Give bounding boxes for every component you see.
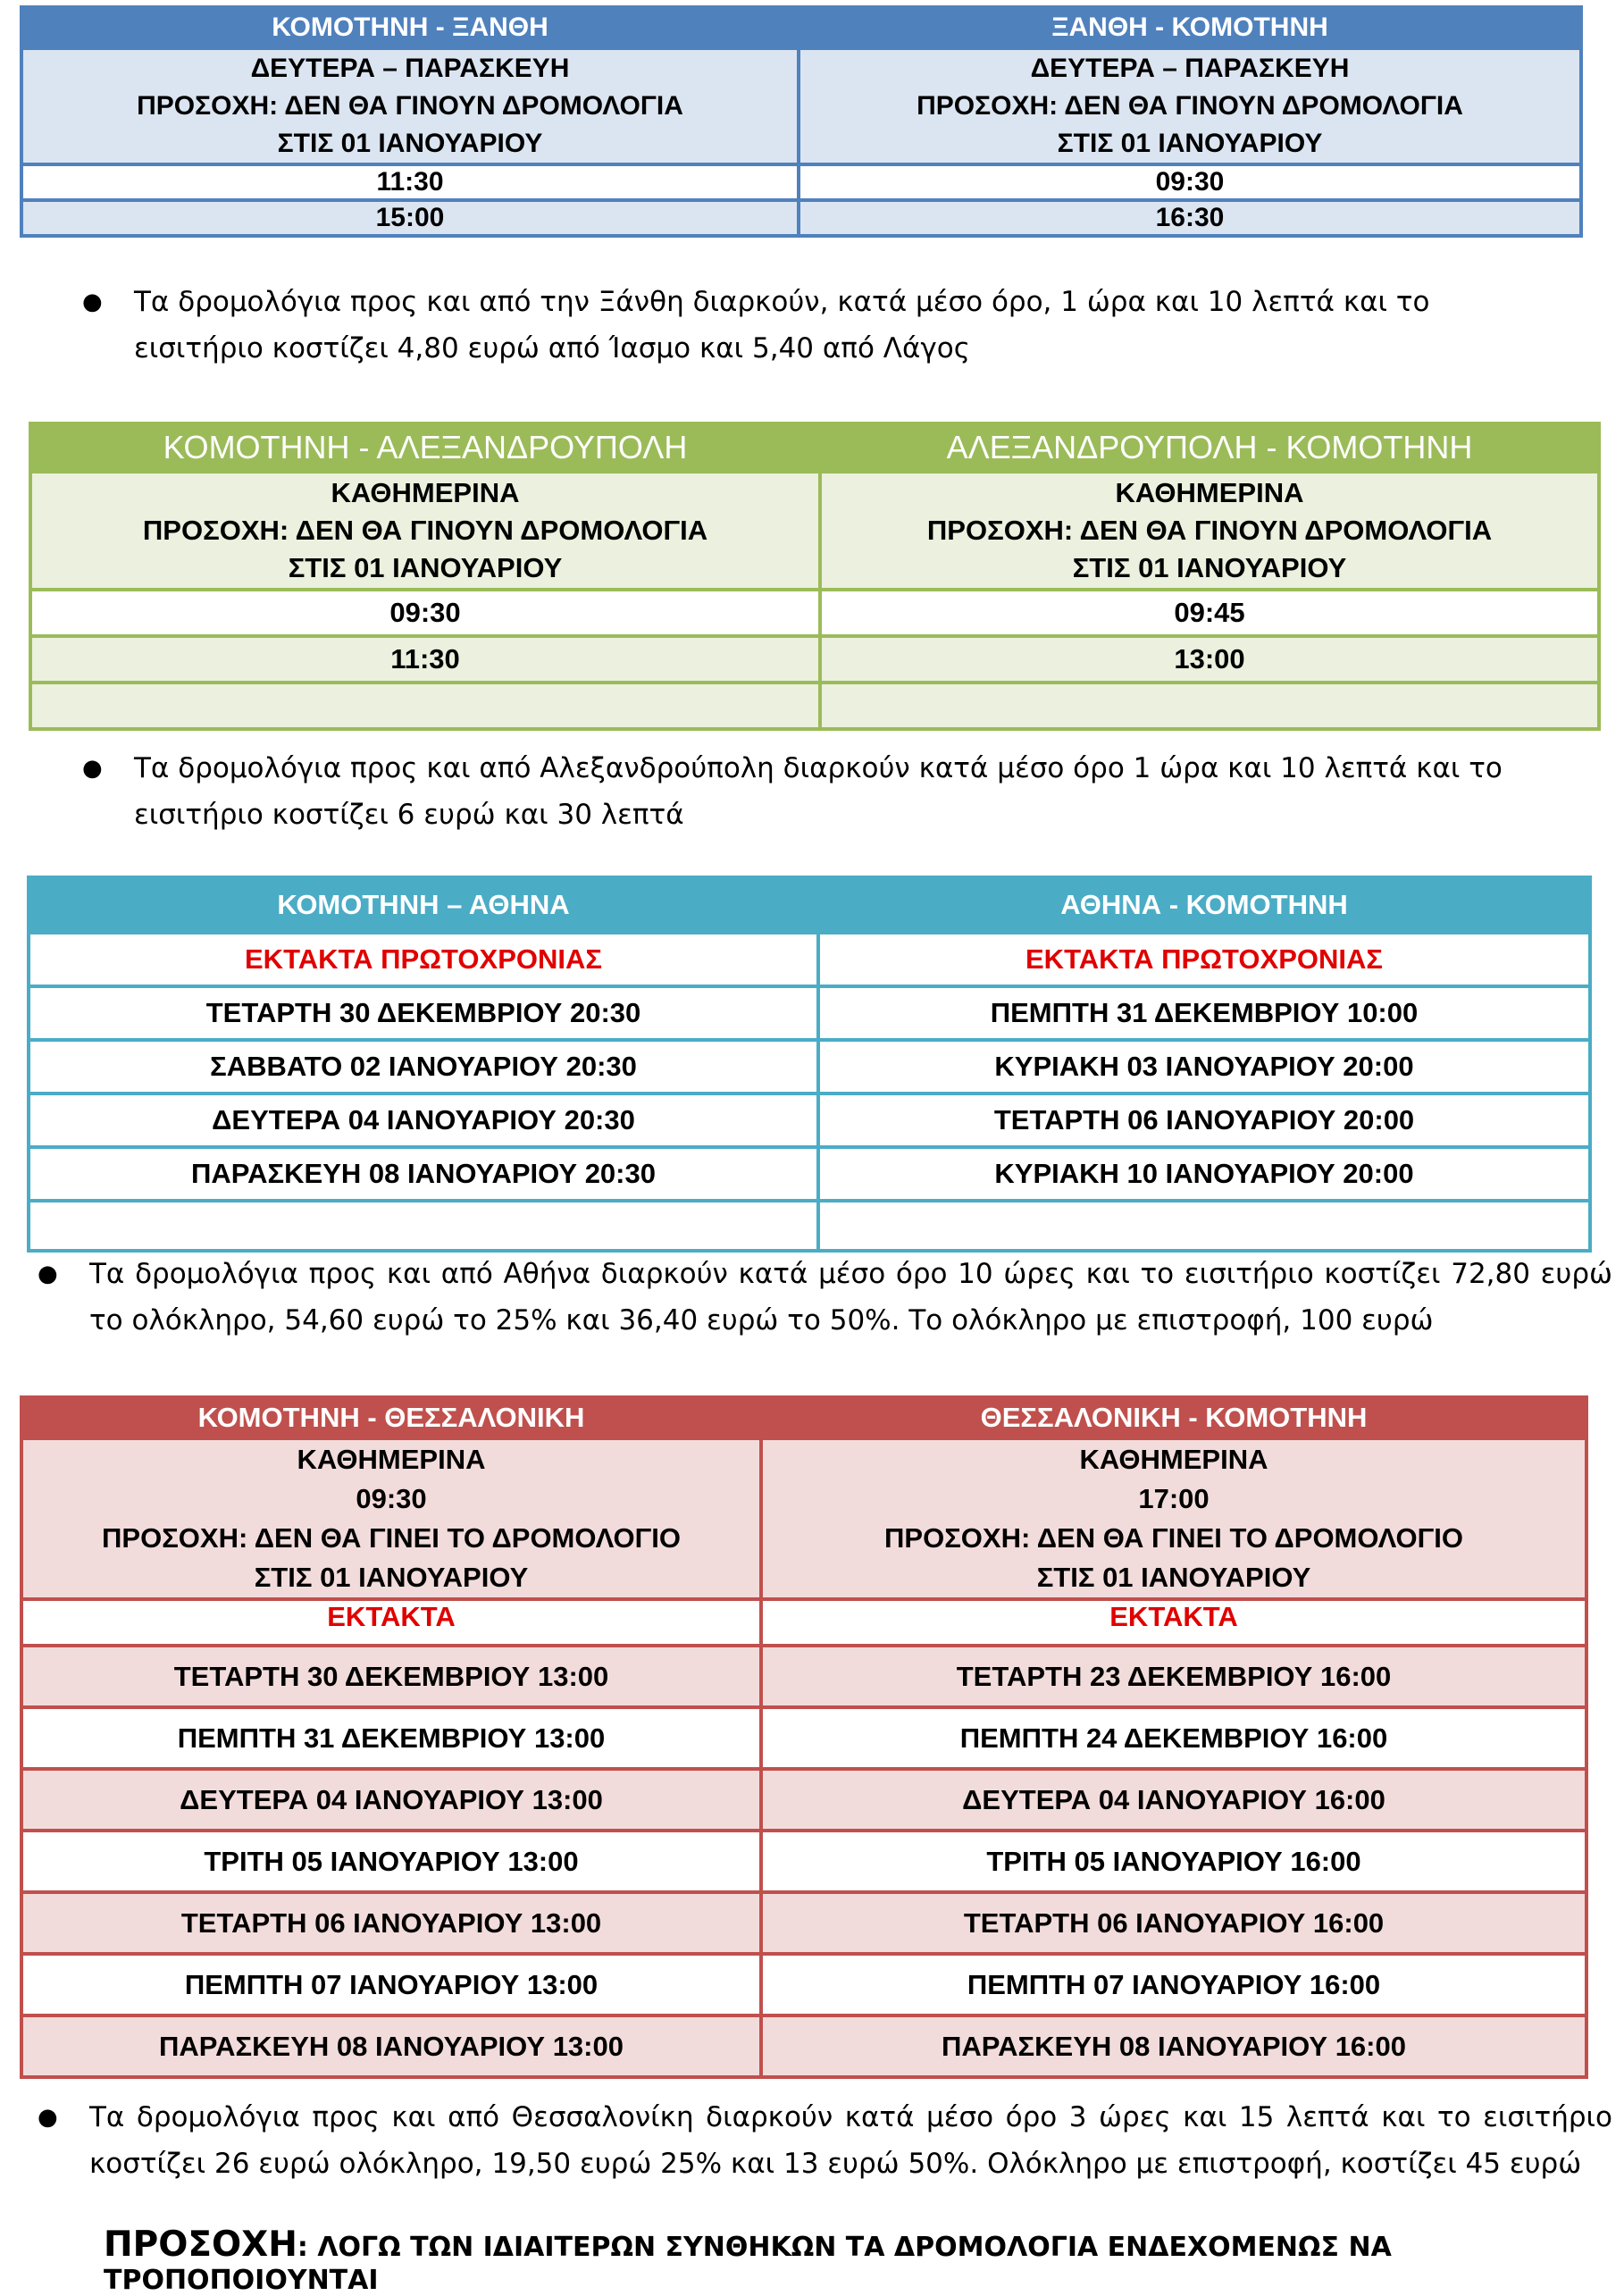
thessaloniki-schedule-table [20, 1395, 1588, 2079]
thessaloniki-info-outbound: ΚΑΘΗΜΕΡΙΝΑ 09:30 ΠΡΟΣΟΧΗ: ΔΕΝ ΘΑ ΓΙΝΕΙ ΤΟ ΔΡΟΜΟΛΟΓΙΟ ΣΤΙΣ 01 ΙΑΝΟΥΑΡΙΟΥ [21, 1438, 761, 1599]
bullet-icon: ● [38, 2104, 58, 2131]
thessaloniki-trip-inbound: ΤΡΙΤΗ 05 ΙΑΝΟΥΑΡΙΟΥ 16:00 [761, 1831, 1586, 1892]
thessaloniki-trip-inbound: ΠΕΜΠΤΗ 07 ΙΑΝΟΥΑΡΙΟΥ 16:00 [761, 1954, 1586, 2015]
athens-header-inbound: ΑΘΗΝΑ - ΚΟΜΟΤΗΝΗ [818, 877, 1590, 933]
thessaloniki-extra-label-inbound: ΕΚΤΑΚΤΑ [761, 1599, 1586, 1646]
athens-trip-inbound: ΚΥΡΙΑΚΗ 03 ΙΑΝΟΥΑΡΙΟΥ 20:00 [818, 1040, 1590, 1094]
athens-trip-inbound: ΤΕΤΑΡΤΗ 06 ΙΑΝΟΥΑΡΙΟΥ 20:00 [818, 1094, 1590, 1147]
thessaloniki-trip-inbound: ΤΕΤΑΡΤΗ 23 ΔΕΚΕΜΒΡΙΟΥ 16:00 [761, 1646, 1586, 1707]
thessaloniki-trip-outbound: ΤΡΙΤΗ 05 ΙΑΝΟΥΑΡΙΟΥ 13:00 [21, 1831, 761, 1892]
thessaloniki-note [38, 2094, 1612, 2187]
xanthi-info-outbound: ΔΕΥΤΕΡΑ – ΠΑΡΑΣΚΕΥΗ ΠΡΟΣΟΧΗ: ΔΕΝ ΘΑ ΓΙΝΟΥΝ ΔΡΟΜΟΛΟΓΙΑ ΣΤΙΣ 01 ΙΑΝΟΥΑΡΙΟΥ [21, 48, 799, 164]
thessaloniki-trip-outbound: ΤΕΤΑΡΤΗ 30 ΔΕΚΕΜΒΡΙΟΥ 13:00 [21, 1646, 761, 1707]
alexandroupoli-note-text: Τα δρομολόγια προς και από Αλεξανδρούπολη διαρκούν κατά μέσο όρο 1 ώρα και 10 λεπτά και το εισιτήριο κοστίζει 6 ευρώ και 30 λεπτά [134, 752, 1503, 831]
thessaloniki-header-inbound: ΘΕΣΣΑΛΟΝΙΚΗ - ΚΟΜΟΤΗΝΗ [761, 1397, 1586, 1438]
athens-trip-outbound: ΣΑΒΒΑΤΟ 02 ΙΑΝΟΥΑΡΙΟΥ 20:30 [29, 1040, 818, 1094]
athens-empty-cell [29, 1201, 818, 1251]
thessaloniki-trip-inbound: ΤΕΤΑΡΤΗ 06 ΙΑΝΟΥΑΡΙΟΥ 16:00 [761, 1892, 1586, 1954]
athens-trip-inbound: ΚΥΡΙΑΚΗ 10 ΙΑΝΟΥΑΡΙΟΥ 20:00 [818, 1147, 1590, 1201]
athens-trip-outbound: ΠΑΡΑΣΚΕΥΗ 08 ΙΑΝΟΥΑΡΙΟΥ 20:30 [29, 1147, 818, 1201]
alexandroupoli-schedule-table [29, 422, 1601, 731]
xanthi-time-outbound: 15:00 [21, 200, 799, 236]
thessaloniki-trip-outbound: ΠΕΜΠΤΗ 07 ΙΑΝΟΥΑΡΙΟΥ 13:00 [21, 1954, 761, 2015]
bullet-icon: ● [82, 289, 103, 315]
bullet-icon: ● [38, 1261, 58, 1287]
alexandroupoli-time-outbound: 11:30 [30, 636, 820, 683]
xanthi-time-inbound: 16:30 [799, 200, 1581, 236]
athens-extra-label-outbound: ΕΚΤΑΚΤΑ ΠΡΩΤΟΧΡΟΝΙΑΣ [29, 933, 818, 986]
xanthi-time-outbound: 11:30 [21, 164, 799, 200]
thessaloniki-trip-inbound: ΔΕΥΤΕΡΑ 04 ΙΑΝΟΥΑΡΙΟΥ 16:00 [761, 1769, 1586, 1831]
alexandroupoli-header-outbound: ΚΟΜΟΤΗΝΗ - ΑΛΕΞΑΝΔΡΟΥΠΟΛΗ [30, 423, 820, 472]
athens-header-outbound: ΚΟΜΟΤΗΝΗ – ΑΘΗΝΑ [29, 877, 818, 933]
thessaloniki-trip-outbound: ΠΕΜΠΤΗ 31 ΔΕΚΕΜΒΡΙΟΥ 13:00 [21, 1707, 761, 1769]
thessaloniki-note-text: Τα δρομολόγια προς και από Θεσσαλονίκη διαρκούν κατά μέσο όρο 3 ώρες και 15 λεπτά και το εισιτήριο κοστίζει 26 ευρώ ολόκληρο, 19,50 ευρώ 25% και 13 ευρώ 50%. Ολόκληρο με επιστροφή, κοστίζει 45 ευρώ [89, 2101, 1612, 2180]
warning-label: ΠΡΟΣΟΧΗ [104, 2225, 297, 2265]
alexandroupoli-time-inbound: 13:00 [820, 636, 1599, 683]
xanthi-note-text: Τα δρομολόγια προς και από την Ξάνθη διαρκούν, κατά μέσο όρο, 1 ώρα και 10 λεπτά και το εισιτήριο κοστίζει 4,80 ευρώ από Ίασμο και 5,40 από Λάγος [134, 286, 1430, 365]
athens-schedule-table [27, 876, 1592, 1253]
xanthi-time-inbound: 09:30 [799, 164, 1581, 200]
alexandroupoli-empty-cell [30, 683, 820, 729]
alexandroupoli-time-outbound: 09:30 [30, 590, 820, 636]
xanthi-info-inbound: ΔΕΥΤΕΡΑ – ΠΑΡΑΣΚΕΥΗ ΠΡΟΣΟΧΗ: ΔΕΝ ΘΑ ΓΙΝΟΥΝ ΔΡΟΜΟΛΟΓΙΑ ΣΤΙΣ 01 ΙΑΝΟΥΑΡΙΟΥ [799, 48, 1581, 164]
alexandroupoli-header-inbound: ΑΛΕΞΑΝΔΡΟΥΠΟΛΗ - ΚΟΜΟΤΗΝΗ [820, 423, 1599, 472]
warning-text: : ΛΟΓΩ ΤΩΝ ΙΔΙΑΙΤΕΡΩΝ ΣΥΝΘΗΚΩΝ ΤΑ ΔΡΟΜΟΛΟΓΙΑ ΕΝΔΕΧΟΜΕΝΩΣ ΝΑ ΤΡΟΠΟΠΟΙΟΥΝΤΑΙ [104, 2232, 1392, 2296]
xanthi-header-outbound: ΚΟΜΟΤΗΝΗ - ΞΑΝΘΗ [21, 7, 799, 48]
athens-extra-label-inbound: ΕΚΤΑΚΤΑ ΠΡΩΤΟΧΡΟΝΙΑΣ [818, 933, 1590, 986]
thessaloniki-info-inbound: ΚΑΘΗΜΕΡΙΝΑ 17:00 ΠΡΟΣΟΧΗ: ΔΕΝ ΘΑ ΓΙΝΕΙ ΤΟ ΔΡΟΜΟΛΟΓΙΟ ΣΤΙΣ 01 ΙΑΝΟΥΑΡΙΟΥ [761, 1438, 1586, 1599]
alexandroupoli-info-inbound: ΚΑΘΗΜΕΡΙΝΑ ΠΡΟΣΟΧΗ: ΔΕΝ ΘΑ ΓΙΝΟΥΝ ΔΡΟΜΟΛΟΓΙΑ ΣΤΙΣ 01 ΙΑΝΟΥΑΡΙΟΥ [820, 472, 1599, 590]
thessaloniki-trip-outbound: ΔΕΥΤΕΡΑ 04 ΙΑΝΟΥΑΡΙΟΥ 13:00 [21, 1769, 761, 1831]
athens-trip-inbound: ΠΕΜΠΤΗ 31 ΔΕΚΕΜΒΡΙΟΥ 10:00 [818, 986, 1590, 1040]
xanthi-note [82, 279, 1545, 372]
alexandroupoli-info-outbound: ΚΑΘΗΜΕΡΙΝΑ ΠΡΟΣΟΧΗ: ΔΕΝ ΘΑ ΓΙΝΟΥΝ ΔΡΟΜΟΛΟΓΙΑ ΣΤΙΣ 01 ΙΑΝΟΥΑΡΙΟΥ [30, 472, 820, 590]
thessaloniki-trip-inbound: ΠΑΡΑΣΚΕΥΗ 08 ΙΑΝΟΥΑΡΙΟΥ 16:00 [761, 2015, 1586, 2077]
thessaloniki-trip-outbound: ΤΕΤΑΡΤΗ 06 ΙΑΝΟΥΑΡΙΟΥ 13:00 [21, 1892, 761, 1954]
alexandroupoli-note [82, 745, 1545, 838]
athens-trip-outbound: ΔΕΥΤΕΡΑ 04 ΙΑΝΟΥΑΡΙΟΥ 20:30 [29, 1094, 818, 1147]
bullet-icon: ● [82, 755, 103, 782]
alexandroupoli-time-inbound: 09:45 [820, 590, 1599, 636]
athens-trip-outbound: ΤΕΤΑΡΤΗ 30 ΔΕΚΕΜΒΡΙΟΥ 20:30 [29, 986, 818, 1040]
athens-empty-cell [818, 1201, 1590, 1251]
xanthi-header-inbound: ΞΑΝΘΗ - ΚΟΜΟΤΗΝΗ [799, 7, 1581, 48]
thessaloniki-trip-outbound: ΠΑΡΑΣΚΕΥΗ 08 ΙΑΝΟΥΑΡΙΟΥ 13:00 [21, 2015, 761, 2077]
thessaloniki-extra-label-outbound: ΕΚΤΑΚΤΑ [21, 1599, 761, 1646]
alexandroupoli-empty-cell [820, 683, 1599, 729]
xanthi-schedule-table [20, 5, 1583, 238]
athens-note-text: Τα δρομολόγια προς και από Αθήνα διαρκούν κατά μέσο όρο 10 ώρες και το εισιτήριο κοστίζει 72,80 ευρώ το ολόκληρο, 54,60 ευρώ το 25% και 36,40 ευρώ το 50%. Το ολόκληρο με επιστροφή, 100 ευρώ [89, 1258, 1612, 1337]
thessaloniki-header-outbound: ΚΟΜΟΤΗΝΗ - ΘΕΣΣΑΛΟΝΙΚΗ [21, 1397, 761, 1438]
footer-warning [104, 2225, 1569, 2296]
thessaloniki-trip-inbound: ΠΕΜΠΤΗ 24 ΔΕΚΕΜΒΡΙΟΥ 16:00 [761, 1707, 1586, 1769]
athens-note [38, 1251, 1612, 1344]
